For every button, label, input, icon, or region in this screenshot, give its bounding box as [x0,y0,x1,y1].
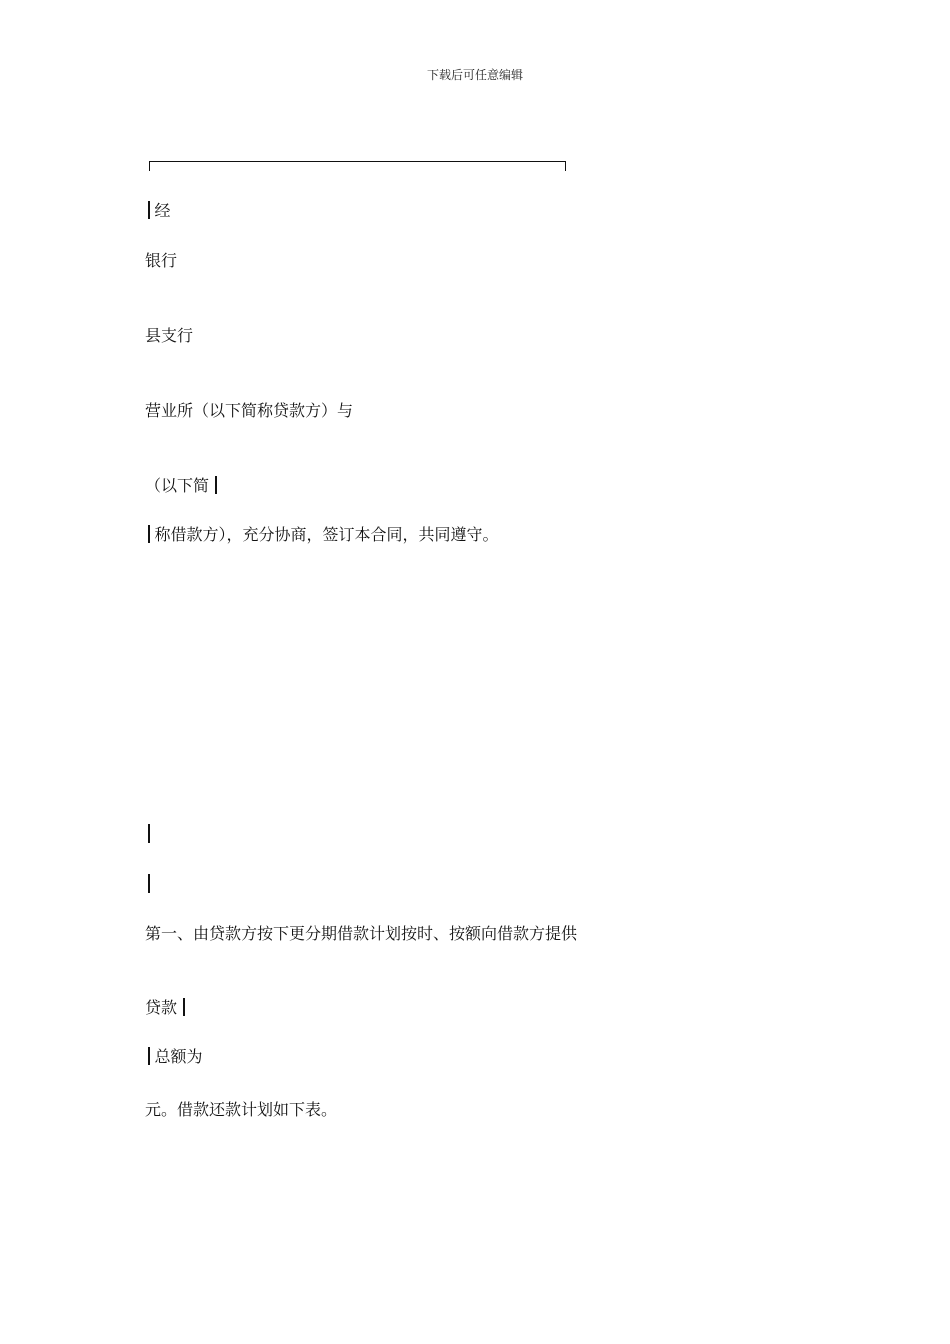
text-line-borrower [145,525,499,545]
form-border-left [148,525,150,543]
line-text: （以下简 [145,476,210,495]
text-line-loan [145,998,185,1018]
text-line-total-amount [145,1047,203,1067]
form-border-left [148,874,150,893]
page-header: 下载后可任意编辑 [426,68,523,82]
text-line-business-office: 营业所（以下简称贷款方）与 [145,401,354,420]
text-line-article-one: 第一、由贷款方按下更分期借款计划按时、按额向借款方提供 [145,924,578,943]
line-text: 经 [154,201,171,220]
form-border-left [148,1047,150,1065]
form-border-left [148,824,150,843]
line-text: 贷款 [145,998,178,1017]
line-text: 总额为 [154,1047,203,1066]
text-line-county-branch: 县支行 [145,326,194,345]
form-top-border [149,161,566,171]
text-line-jing [145,201,171,221]
form-border-right [215,476,217,494]
text-line-repayment-plan: 元。借款还款计划如下表。 [145,1100,338,1119]
form-border-right [183,998,185,1016]
form-border-left [148,201,150,219]
text-line-abbreviation [145,476,217,496]
text-line-bank: 银行 [145,251,178,270]
line-text: 称借款方），充分协商，签订本合同，共同遵守。 [154,525,499,544]
